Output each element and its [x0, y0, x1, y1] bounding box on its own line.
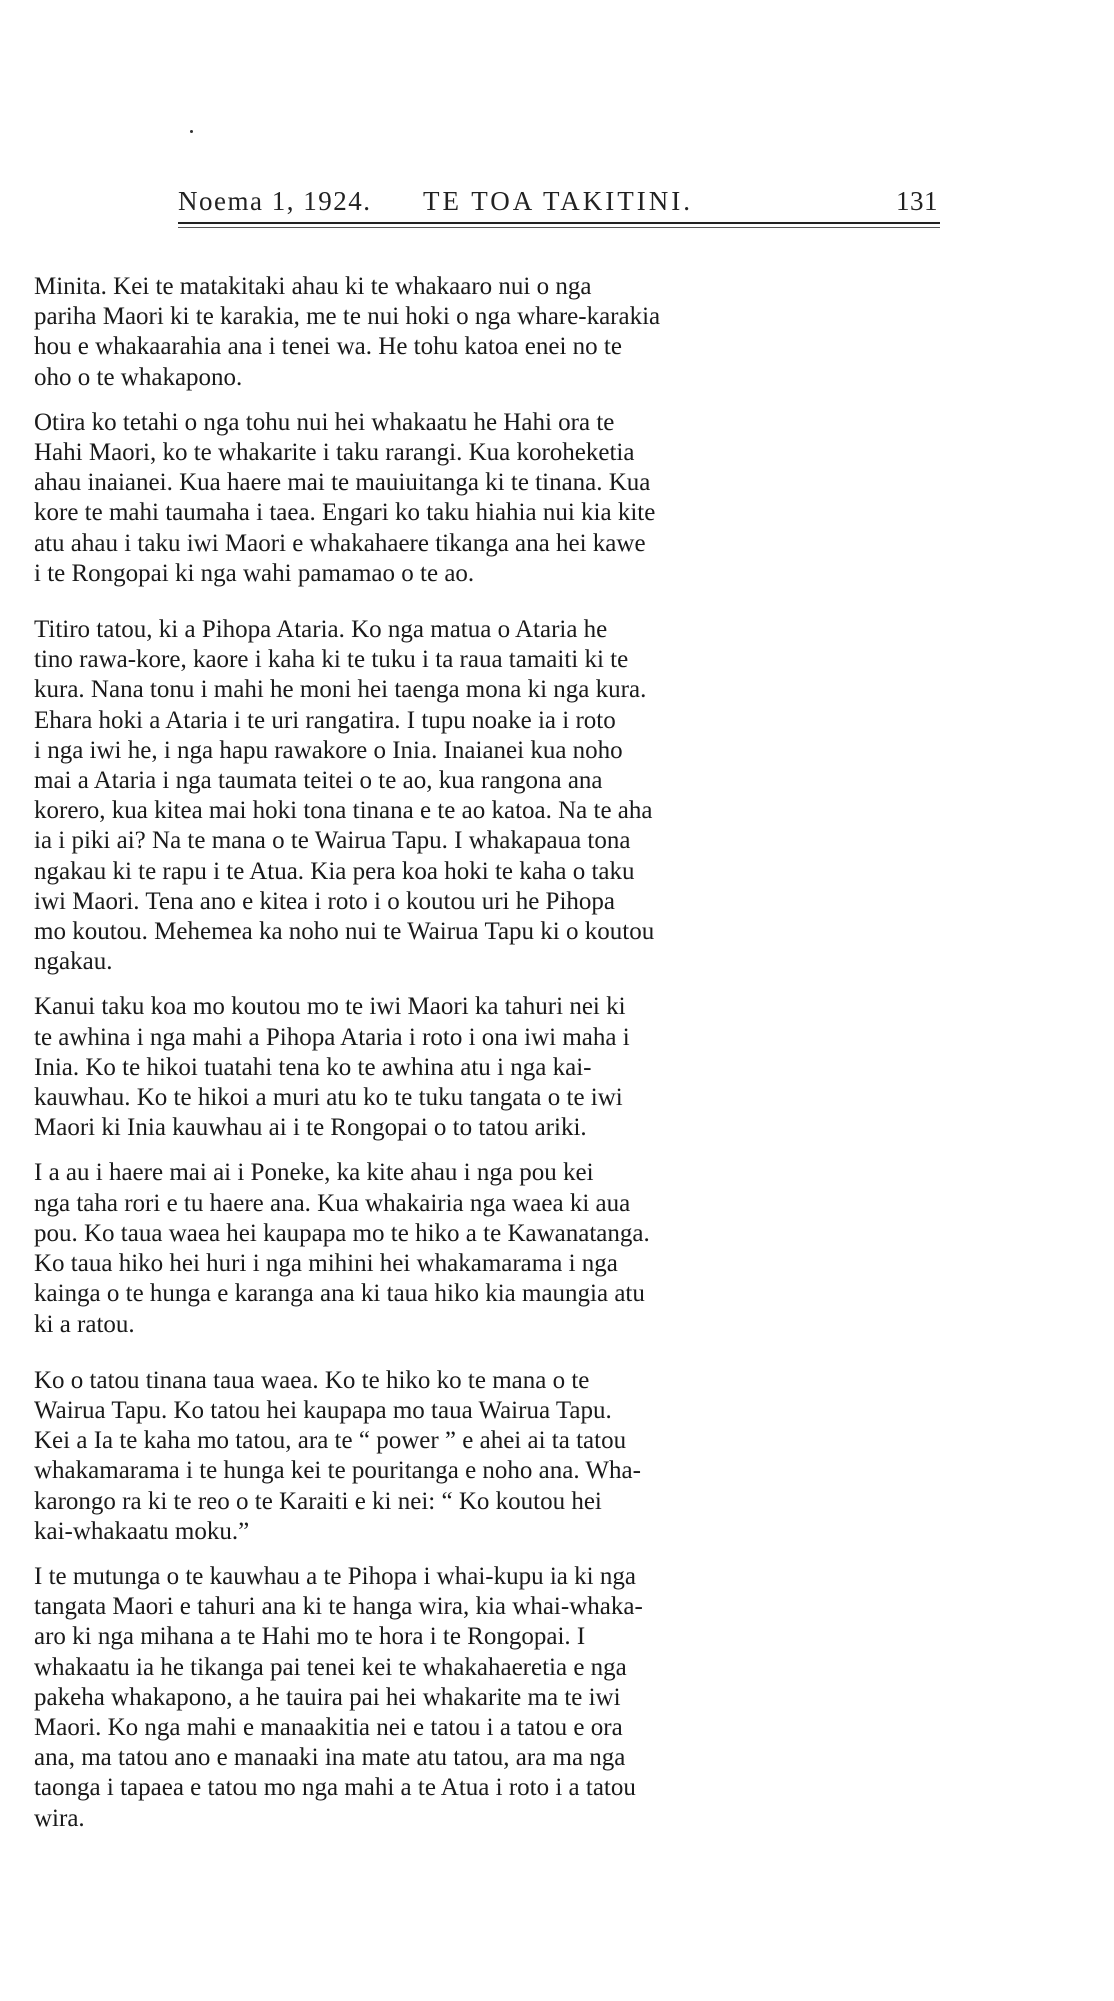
text-line: kura. Nana tonu i mahi he moni hei taenga mona ki nga kura. — [34, 676, 647, 704]
text-line: hou e whakaarahia ana i tenei wa. He tohu katoa enei no te — [34, 333, 622, 361]
paragraph — [34, 615, 934, 977]
paragraph-spacer — [34, 977, 934, 992]
text-line: korero, kua kitea mai hoki tona tinana e te ao katoa. Na te aha — [34, 797, 653, 825]
text-line: I te mutunga o te kauwhau a te Pihopa i whai-kupu ia ki nga — [34, 1562, 636, 1590]
header-rule — [178, 222, 940, 224]
text-line: ki a ratou. — [34, 1310, 135, 1338]
text-line: mai a Ataria i nga taumata teitei o te ao, kua rangona ana — [34, 767, 603, 795]
paragraph-spacer — [34, 393, 934, 408]
paragraph-spacer — [34, 1143, 934, 1158]
text-line: pakeha whakapono, a he tauira pai hei whakarite ma te iwi — [34, 1683, 621, 1711]
text-line: Otira ko tetahi o nga tohu nui hei whakaatu he Hahi ora te — [34, 408, 615, 436]
paragraph-spacer — [34, 1547, 934, 1562]
text-line: Wairua Tapu. Ko tatou hei kaupapa mo taua Wairua Tapu. — [34, 1396, 612, 1424]
article-body — [34, 272, 934, 1834]
text-line: aro ki nga mihana a te Hahi mo te hora i te Rongopai. I — [34, 1623, 586, 1651]
header-date: Noema 1, 1924. — [178, 186, 372, 216]
text-line: pou. Ko taua waea hei kaupapa mo te hiko a te Kawanatanga. — [34, 1219, 650, 1247]
text-line: ngakau ki te rapu i te Atua. Kia pera koa hoki te kaha o taku — [34, 857, 635, 885]
text-line: Ko o tatou tinana taua waea. Ko te hiko ko te mana o te — [34, 1366, 590, 1394]
text-line: kauwhau. Ko te hikoi a muri atu ko te tuku tangata o te iwi — [34, 1084, 623, 1112]
text-line: nga taha rori e tu haere ana. Kua whakairia nga waea ki aua — [34, 1189, 631, 1217]
publication-title: TE TOA TAKITINI. — [422, 186, 694, 216]
text-line: whakamarama i te hunga kei te pouritanga e noho ana. Wha- — [34, 1457, 641, 1485]
text-line: karongo ra ki te reo o te Karaiti e ki nei: “ Ko koutou hei — [34, 1487, 602, 1515]
text-line: Ko taua hiko hei huri i nga mihini hei whakamarama i nga — [34, 1250, 618, 1278]
paragraph-spacer — [34, 589, 934, 615]
text-line: ahau inaianei. Kua haere mai te mauiuitanga ki te tinana. Kua — [34, 469, 651, 497]
text-line: Minita. Kei te matakitaki ahau ki te whakaaro nui o nga — [34, 273, 592, 300]
paragraph — [34, 1562, 934, 1834]
text-line: tangata Maori e tahuri ana ki te hanga wira, kia whai-whaka- — [34, 1593, 643, 1621]
text-line: atu ahau i taku iwi Maori e whakahaere tikanga ana hei kawe — [34, 529, 646, 557]
text-line: I a au i haere mai ai i Poneke, ka kite ahau i nga pou kei — [34, 1159, 594, 1187]
text-line: iwi Maori. Tena ano e kitea i roto i o koutou uri he Pihopa — [34, 887, 616, 915]
text-line: oho o te whakapono. — [34, 363, 243, 391]
text-line: ia i piki ai? Na te mana o te Wairua Tapu. I whakapaua tona — [34, 827, 631, 855]
text-line: taonga i tapaea e tatou mo nga mahi a te Atua i roto i a tatou — [34, 1774, 636, 1802]
text-line: ngakau. — [34, 948, 113, 976]
paragraph — [34, 1158, 934, 1339]
text-line: wira. — [34, 1804, 85, 1832]
text-line: ana, ma tatou ano e manaaki ina mate atu tatou, ara ma nga — [34, 1744, 626, 1772]
header-rule-thin — [178, 227, 940, 228]
text-line: tino rawa-kore, kaore i kaha ki te tuku i ta raua tamaiti ki te — [34, 646, 629, 674]
text-line: Ehara hoki a Ataria i te uri rangatira. I tupu noake ia i roto — [34, 706, 616, 734]
text-line: kainga o te hunga e karanga ana ki taua hiko kia maungia atu — [34, 1280, 645, 1308]
print-speck — [190, 130, 193, 133]
text-line: kore te mahi taumaha i taea. Engari ko taku hiahia nui kia kite — [34, 499, 656, 527]
text-line: Titiro tatou, ki a Pihopa Ataria. Ko nga matua o Ataria he — [34, 616, 608, 644]
text-line: i nga iwi he, i nga hapu rawakore o Inia. Inaianei kua noho — [34, 736, 623, 764]
text-line: te awhina i nga mahi a Pihopa Ataria i roto i ona iwi maha i — [34, 1023, 630, 1051]
running-head — [178, 186, 938, 218]
text-line: Kanui taku koa mo koutou mo te iwi Maori ka tahuri nei ki — [34, 993, 626, 1021]
text-line: Hahi Maori, ko te whakarite i taku rarangi. Kua koroheketia — [34, 439, 635, 467]
text-line: Inia. Ko te hikoi tuatahi tena ko te awhina atu i nga kai- — [34, 1053, 592, 1081]
paragraph — [34, 992, 934, 1143]
paragraph-spacer — [34, 1340, 934, 1366]
page-number: 131 — [896, 186, 938, 216]
paragraph — [34, 408, 934, 589]
paragraph — [34, 272, 934, 393]
text-line: pariha Maori ki te karakia, me te nui hoki o nga whare-karakia — [34, 303, 661, 331]
text-line: mo koutou. Mehemea ka noho nui te Wairua Tapu ki o koutou — [34, 918, 655, 946]
text-line: Maori. Ko nga mahi e manaakitia nei e tatou i a tatou e ora — [34, 1713, 623, 1741]
paragraph — [34, 1366, 934, 1547]
text-line: i te Rongopai ki nga wahi pamamao o te ao. — [34, 559, 475, 587]
text-line: kai-whakaatu moku.” — [34, 1517, 250, 1545]
text-line: Kei a Ia te kaha mo tatou, ara te “ power ” e ahei ai ta tatou — [34, 1427, 627, 1455]
text-line: whakaatu ia he tikanga pai tenei kei te whakahaeretia e nga — [34, 1653, 627, 1681]
text-line: Maori ki Inia kauwhau ai i te Rongopai o to tatou ariki. — [34, 1114, 587, 1142]
